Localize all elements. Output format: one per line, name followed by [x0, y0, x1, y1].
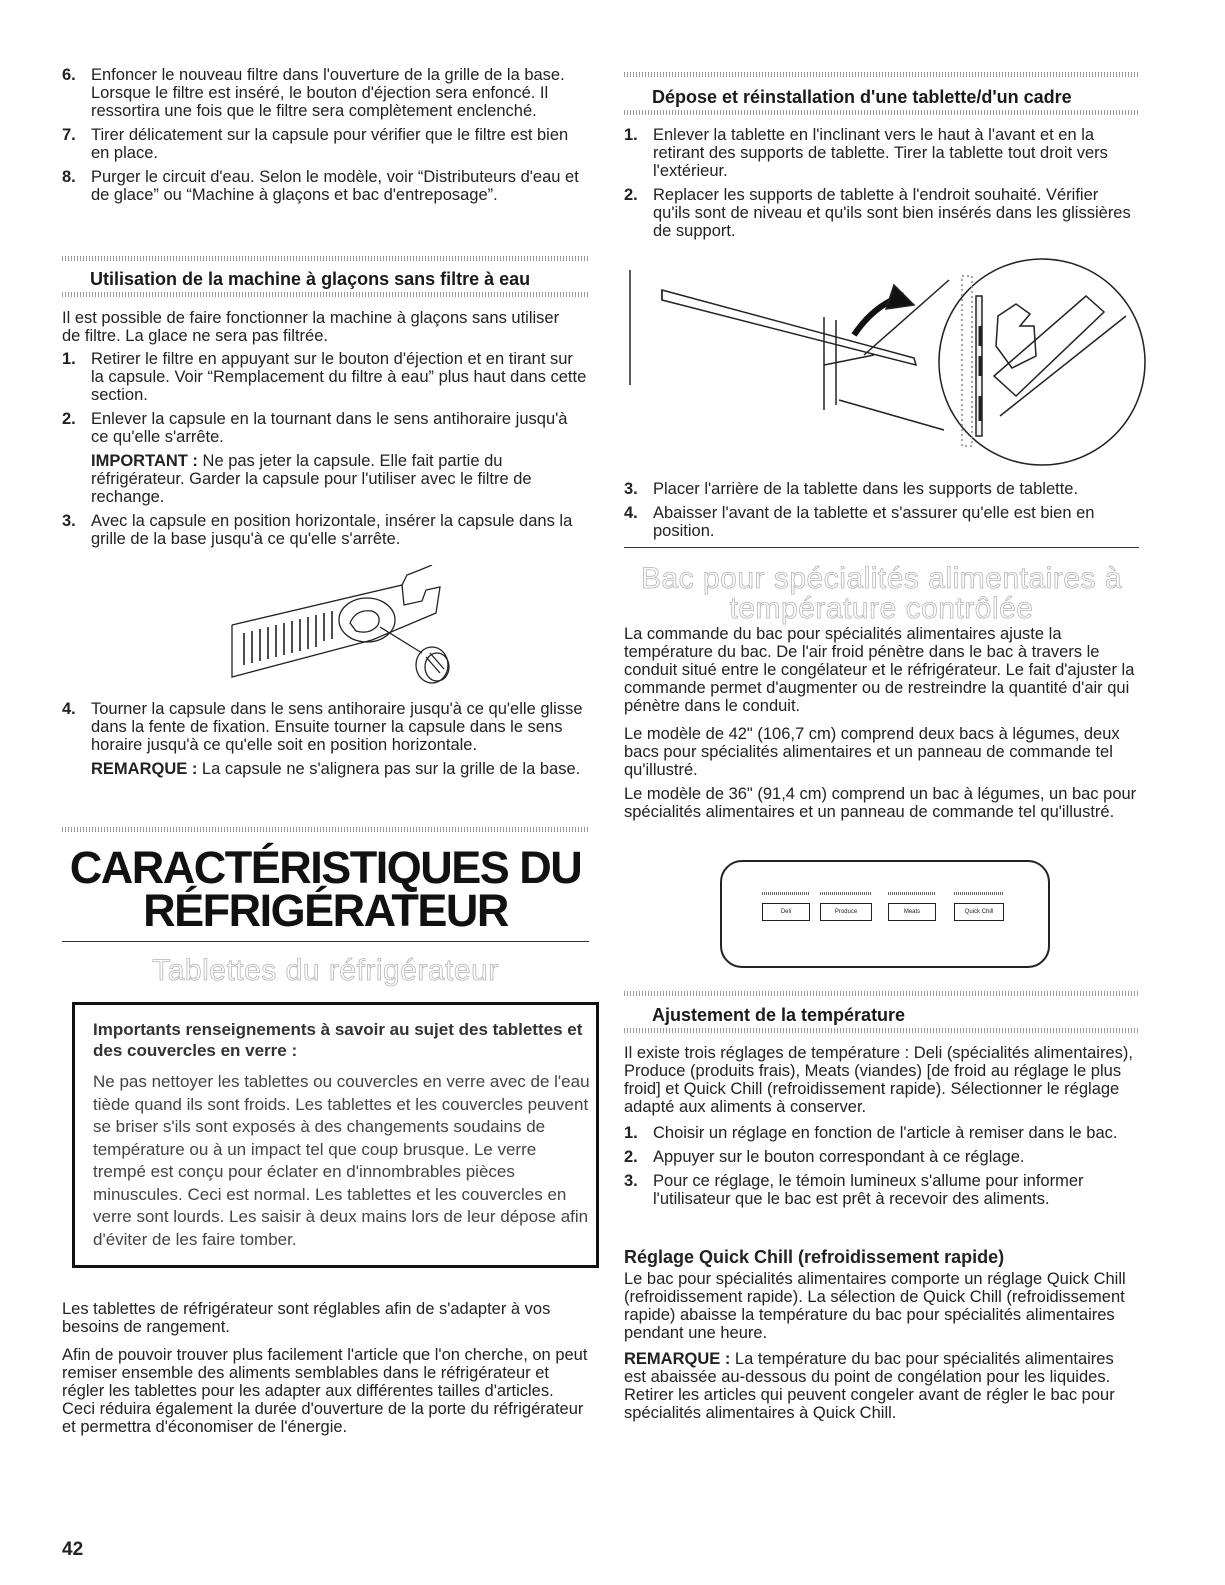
list-item — [62, 410, 589, 506]
list-item — [624, 186, 1139, 240]
produce-button[interactable] — [820, 892, 872, 921]
section-heading-no-filter: Utilisation de la machine à glaçons sans filtre à eau — [90, 269, 531, 289]
deli-button-label: Deli — [762, 903, 810, 921]
step-text: Enlever la capsule en la tournant dans le sens antihoraire jusqu'à ce qu'elle s'arrête. — [91, 410, 568, 446]
bracket-detail-circle — [936, 256, 1148, 468]
step-text: Pour ce réglage, le témoin lumineux s'allume pour informer l'utilisateur que le bac est prêt à recevoir des aliments. — [653, 1172, 1084, 1208]
install-steps-list — [62, 66, 589, 210]
hatch-divider — [62, 256, 589, 261]
quick-chill-heading: Réglage Quick Chill (refroidissement rapide) — [624, 1247, 1005, 1267]
quick-chill-paragraph: Le bac pour spécialités alimentaires comporte un réglage Quick Chill (refroidissement rapide). La sélection de Quick Chill (refroidissement rapide) abaisse la température du bac pour spécialités alimentaires pendant une heure. — [624, 1270, 1126, 1342]
produce-button-label: Produce — [820, 903, 872, 921]
step-number: 1. — [62, 350, 76, 368]
warning-box — [72, 1002, 599, 1268]
step-number: 6. — [62, 66, 76, 84]
step-text: Avec la capsule en position horizontale, insérer la capsule dans la grille de la base jusqu'à ce qu'elle s'arrête. — [91, 512, 573, 548]
list-item — [624, 480, 1139, 498]
list-item — [624, 1124, 1139, 1142]
quick-chill-button[interactable] — [954, 892, 1004, 921]
step-text: Choisir un réglage en fonction de l'article à remiser dans le bac. — [653, 1124, 1118, 1142]
note-label: REMARQUE : — [91, 760, 198, 778]
section-heading-shelf-removal: Dépose et réinstallation d'une tablette/d'un cadre — [652, 87, 1072, 107]
no-filter-intro: Il est possible de faire fonctionner la machine à glaçons sans utiliser de filtre. La glace ne sera pas filtrée. — [62, 309, 560, 345]
section-title-shelves: Tablettes du réfrigérateur — [152, 954, 499, 987]
temperature-intro: Il existe trois réglages de température : Deli (spécialités alimentaires), Produce (produits frais), Meats (viandes) [de froid au réglage le plus froid] et Quick Chill (refroidissement rapide). Sélectionner le réglage adapté aux aliments à conserver. — [624, 1044, 1133, 1116]
list-item — [62, 700, 589, 778]
no-filter-steps-list — [62, 350, 589, 554]
temperature-steps-list — [624, 1124, 1139, 1214]
step-number: 2. — [624, 1148, 638, 1166]
meats-button-label: Meats — [888, 903, 936, 921]
step-text: Enlever la tablette en l'inclinant vers le haut à l'avant et en la retirant des supports de tablette. Tirer la tablette tout droit vers l'extérieur. — [653, 126, 1108, 180]
deli-paragraph-3: Le modèle de 36" (91,4 cm) comprend un bac à légumes, un bac pour spécialités alimentaires et un panneau de commande tel qu'illustré. — [624, 785, 1137, 821]
step-number: 1. — [624, 1124, 638, 1142]
list-item — [624, 1148, 1139, 1166]
quick-chill-remark — [624, 1350, 1139, 1422]
chapter-title-line2: RÉFRIGÉRATEUR — [143, 885, 508, 936]
step-text: Abaisser l'avant de la tablette et s'assurer qu'elle est bien en position. — [653, 504, 1095, 540]
hatch-divider — [624, 991, 1139, 996]
deli-paragraph-1: La commande du bac pour spécialités alimentaires ajuste la température du bac. De l'air froid pénètre dans le bac à travers le conduit situé entre le congélateur et le réfrigérateur. Le fait d'ajuster la commande permet d'augmenter ou de restreindre la quantité d'air qui pénètre dans le conduit. — [624, 625, 1135, 715]
step-number: 3. — [624, 1172, 638, 1190]
meats-button[interactable] — [888, 892, 936, 921]
step-number: 3. — [62, 512, 76, 530]
step-text: Tirer délicatement sur la capsule pour vérifier que le filtre est bien en place. — [91, 126, 569, 162]
remark-note — [91, 760, 589, 778]
list-item — [62, 126, 589, 162]
note-text: La capsule ne s'alignera pas sur la grille de la base. — [197, 760, 581, 778]
deli-button[interactable] — [762, 892, 810, 921]
step-text: Retirer le filtre en appuyant sur le bouton d'éjection et en tirant sur la capsule. Voir “Remplacement du filtre à eau” plus haut dans cette section. — [91, 350, 587, 404]
quick-chill-button-label: Quick Chill — [954, 903, 1004, 921]
list-item — [624, 1172, 1139, 1208]
step-text: Placer l'arrière de la tablette dans les supports de tablette. — [653, 480, 1079, 498]
step-number: 2. — [62, 410, 76, 428]
step4-list — [62, 700, 589, 784]
shelves-paragraph-1: Les tablettes de réfrigérateur sont réglables afin de s'adapter à vos besoins de rangement. — [62, 1300, 551, 1336]
list-item — [624, 126, 1139, 180]
list-item — [624, 504, 1139, 540]
section-title-deli-line1: Bac pour spécialités alimentaires à — [640, 562, 1123, 595]
hatch-divider — [624, 110, 1139, 115]
step-number: 1. — [624, 126, 638, 144]
remark-label: REMARQUE : — [624, 1350, 731, 1368]
control-buttons-row — [762, 892, 1050, 928]
note-label: IMPORTANT : — [91, 452, 198, 470]
step-text: Enfoncer le nouveau filtre dans l'ouverture de la grille de la base. Lorsque le filtre est inséré, le bouton d'éjection sera enfoncé. Il ressortira une fois que le filtre sera complètement enclenché. — [91, 66, 565, 120]
step-number: 4. — [624, 504, 638, 522]
remark-text: La température du bac pour spécialités alimentaires est abaissée au-dessous du point de congélation pour les liquides. Retirer les articles qui peuvent congeler avant de régler le bac pour spécialités alimentaires à Quick Chill. — [624, 1350, 1115, 1422]
step-number: 2. — [624, 186, 638, 204]
list-item — [62, 66, 589, 120]
step-text: Tourner la capsule dans le sens antihoraire jusqu'à ce qu'elle glisse dans la fente de fixation. Ensuite tourner la capsule dans le sens horaire jusqu'à ce qu'elle soit en position horizontale. — [91, 700, 583, 754]
important-note — [91, 452, 589, 506]
hatch-divider — [62, 827, 589, 832]
warning-body: Ne pas nettoyer les tablettes ou couvercles en verre avec de l'eau tiède quand ils sont froids. Les tablettes et les couvercles peuvent se briser s'ils sont exposés à des changements soudains de température ou à un impact tel que coup brusque. Le verre trempé est conçu pour éclater en d'innombrables pièces minuscules. Ceci est normal. Les tablettes et les couvercles en verre sont lourds. Les saisir à deux mains lors de leur dépose afin d'éviter de les faire tomber. — [93, 1072, 590, 1249]
step-text: Appuyer sur le bouton correspondant à ce réglage. — [653, 1148, 1025, 1166]
step-number: 4. — [62, 700, 76, 718]
step-number: 3. — [624, 480, 638, 498]
section-title-deli-line2: température contrôlée — [729, 592, 1034, 625]
filter-cap-illustration — [222, 565, 462, 695]
list-item — [62, 512, 589, 548]
hatch-divider — [624, 72, 1139, 77]
shelves-paragraph-2: Afin de pouvoir trouver plus facilement l'article que l'on cherche, on peut remiser ensemble des aliments semblables dans le réfrigérateur et régler les tablettes pour les adapter aux différentes tailles d'articles. Ceci réduira également la durée d'ouverture de la porte du réfrigérateur et permettra d'économiser de l'énergie. — [62, 1346, 588, 1436]
step-text: Purger le circuit d'eau. Selon le modèle, voir “Distributeurs d'eau et de glace” ou “Machine à glaçons et bac d'entreposage”. — [91, 168, 579, 204]
step-number: 8. — [62, 168, 76, 186]
warning-heading: Importants renseignements à savoir au sujet des tablettes et des couvercles en verre : — [93, 1020, 583, 1060]
hatch-divider — [62, 292, 589, 297]
section-heading-temperature: Ajustement de la température — [652, 1005, 906, 1025]
list-item — [62, 350, 589, 404]
hatch-divider — [624, 1028, 1139, 1033]
chapter-title-line1: CARACTÉRISTIQUES DU — [69, 842, 582, 893]
step-number: 7. — [62, 126, 76, 144]
shelf-steps-list — [624, 126, 1139, 246]
deli-paragraph-2: Le modèle de 42" (106,7 cm) comprend deux bacs à légumes, deux bacs pour spécialités alimentaires et un panneau de commande tel qu'illustré. — [624, 725, 1120, 779]
page-number: 42 — [62, 1539, 84, 1560]
step-text: Replacer les supports de tablette à l'endroit souhaité. Vérifier qu'ils sont de niveau et qu'ils sont bien insérés dans les glissières de support. — [653, 186, 1131, 240]
shelf-steps-list-2 — [624, 480, 1139, 546]
list-item — [62, 168, 589, 204]
control-panel — [720, 860, 1050, 968]
note-text: Ne pas jeter la capsule. Elle fait partie du réfrigérateur. Garder la capsule pour l'utiliser avec le filtre de rechange. — [91, 452, 532, 506]
divider-rule — [624, 547, 1139, 548]
divider-rule — [62, 941, 589, 942]
